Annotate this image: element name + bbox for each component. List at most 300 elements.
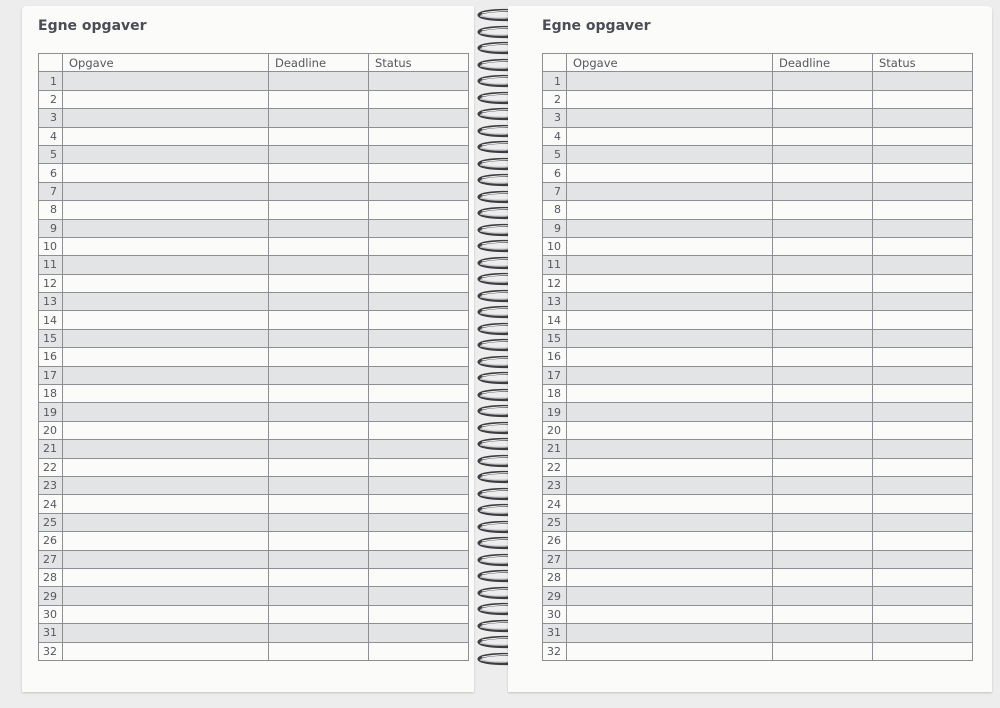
row-number: 27 bbox=[543, 550, 567, 568]
status-cell bbox=[369, 605, 469, 623]
task-cell bbox=[567, 440, 773, 458]
status-cell bbox=[873, 348, 973, 366]
row-number: 14 bbox=[39, 311, 63, 329]
task-cell bbox=[63, 495, 269, 513]
status-cell bbox=[873, 237, 973, 255]
task-cell bbox=[567, 550, 773, 568]
page-title: Egne opgaver bbox=[542, 18, 651, 34]
column-header-number bbox=[543, 54, 567, 72]
task-cell bbox=[63, 421, 269, 439]
task-cell bbox=[567, 109, 773, 127]
deadline-cell bbox=[773, 329, 873, 347]
table-row bbox=[543, 605, 973, 623]
row-number: 3 bbox=[543, 109, 567, 127]
task-cell bbox=[567, 366, 773, 384]
task-cell bbox=[63, 109, 269, 127]
row-number: 8 bbox=[543, 201, 567, 219]
task-cell bbox=[63, 476, 269, 494]
task-cell bbox=[63, 550, 269, 568]
task-cell bbox=[567, 237, 773, 255]
task-cell bbox=[63, 403, 269, 421]
table-row bbox=[543, 642, 973, 660]
table-row bbox=[39, 421, 469, 439]
table-row bbox=[39, 201, 469, 219]
deadline-cell bbox=[269, 550, 369, 568]
deadline-cell bbox=[269, 274, 369, 292]
status-cell bbox=[873, 458, 973, 476]
table-row bbox=[39, 219, 469, 237]
deadline-cell bbox=[773, 476, 873, 494]
row-number: 32 bbox=[39, 642, 63, 660]
task-cell bbox=[63, 256, 269, 274]
table-row bbox=[39, 440, 469, 458]
task-cell bbox=[567, 513, 773, 531]
status-cell bbox=[873, 329, 973, 347]
table-row bbox=[543, 403, 973, 421]
row-number: 9 bbox=[543, 219, 567, 237]
task-cell bbox=[567, 476, 773, 494]
task-cell bbox=[63, 329, 269, 347]
deadline-cell bbox=[269, 495, 369, 513]
row-number: 2 bbox=[543, 90, 567, 108]
status-cell bbox=[873, 256, 973, 274]
status-cell bbox=[873, 476, 973, 494]
deadline-cell bbox=[269, 605, 369, 623]
task-cell bbox=[567, 587, 773, 605]
table-row bbox=[39, 348, 469, 366]
status-cell bbox=[873, 513, 973, 531]
task-cell bbox=[567, 293, 773, 311]
table-row bbox=[39, 237, 469, 255]
deadline-cell bbox=[269, 201, 369, 219]
status-cell bbox=[873, 311, 973, 329]
status-cell bbox=[873, 201, 973, 219]
table-row bbox=[39, 164, 469, 182]
status-cell bbox=[873, 403, 973, 421]
task-cell bbox=[567, 72, 773, 90]
status-cell bbox=[369, 311, 469, 329]
deadline-cell bbox=[269, 624, 369, 642]
deadline-cell bbox=[269, 237, 369, 255]
row-number: 23 bbox=[39, 476, 63, 494]
row-number: 19 bbox=[39, 403, 63, 421]
row-number: 5 bbox=[543, 145, 567, 163]
row-number: 6 bbox=[543, 164, 567, 182]
deadline-cell bbox=[773, 237, 873, 255]
table-row bbox=[543, 421, 973, 439]
row-number: 12 bbox=[543, 274, 567, 292]
status-cell bbox=[369, 219, 469, 237]
task-cell bbox=[63, 440, 269, 458]
status-cell bbox=[873, 532, 973, 550]
table-row bbox=[39, 72, 469, 90]
status-cell bbox=[873, 568, 973, 586]
table-row bbox=[39, 90, 469, 108]
status-cell bbox=[369, 458, 469, 476]
task-cell bbox=[567, 90, 773, 108]
table-row bbox=[543, 237, 973, 255]
deadline-cell bbox=[269, 329, 369, 347]
task-cell bbox=[63, 458, 269, 476]
deadline-cell bbox=[773, 642, 873, 660]
deadline-cell bbox=[269, 458, 369, 476]
column-header-opgave: Opgave bbox=[63, 54, 269, 72]
row-number: 26 bbox=[39, 532, 63, 550]
task-cell bbox=[567, 145, 773, 163]
status-cell bbox=[369, 72, 469, 90]
row-number: 16 bbox=[39, 348, 63, 366]
task-cell bbox=[63, 513, 269, 531]
row-number: 24 bbox=[39, 495, 63, 513]
row-number: 7 bbox=[543, 182, 567, 200]
deadline-cell bbox=[269, 127, 369, 145]
table-row bbox=[543, 366, 973, 384]
row-number: 27 bbox=[39, 550, 63, 568]
task-cell bbox=[567, 568, 773, 586]
status-cell bbox=[369, 274, 469, 292]
row-number: 11 bbox=[39, 256, 63, 274]
deadline-cell bbox=[269, 513, 369, 531]
column-header-deadline: Deadline bbox=[773, 54, 873, 72]
task-cell bbox=[567, 624, 773, 642]
deadline-cell bbox=[269, 182, 369, 200]
table-row bbox=[39, 293, 469, 311]
left-page bbox=[22, 6, 474, 692]
status-cell bbox=[369, 476, 469, 494]
column-header-deadline: Deadline bbox=[269, 54, 369, 72]
task-cell bbox=[567, 311, 773, 329]
row-number: 21 bbox=[39, 440, 63, 458]
deadline-cell bbox=[773, 403, 873, 421]
status-cell bbox=[369, 366, 469, 384]
column-header-status: Status bbox=[873, 54, 973, 72]
status-cell bbox=[369, 587, 469, 605]
status-cell bbox=[873, 182, 973, 200]
task-cell bbox=[567, 201, 773, 219]
row-number: 10 bbox=[543, 237, 567, 255]
deadline-cell bbox=[773, 605, 873, 623]
task-cell bbox=[63, 348, 269, 366]
deadline-cell bbox=[773, 532, 873, 550]
row-number: 17 bbox=[39, 366, 63, 384]
status-cell bbox=[369, 145, 469, 163]
table-row bbox=[39, 366, 469, 384]
deadline-cell bbox=[773, 458, 873, 476]
status-cell bbox=[369, 293, 469, 311]
row-number: 15 bbox=[39, 329, 63, 347]
status-cell bbox=[369, 90, 469, 108]
table-row bbox=[543, 513, 973, 531]
deadline-cell bbox=[773, 201, 873, 219]
deadline-cell bbox=[269, 145, 369, 163]
status-cell bbox=[369, 550, 469, 568]
row-number: 26 bbox=[543, 532, 567, 550]
row-number: 32 bbox=[543, 642, 567, 660]
task-cell bbox=[567, 421, 773, 439]
table-row bbox=[543, 145, 973, 163]
row-number: 25 bbox=[543, 513, 567, 531]
status-cell bbox=[369, 532, 469, 550]
task-cell bbox=[63, 201, 269, 219]
status-cell bbox=[369, 127, 469, 145]
deadline-cell bbox=[269, 219, 369, 237]
deadline-cell bbox=[773, 385, 873, 403]
table-row bbox=[39, 532, 469, 550]
task-cell bbox=[567, 127, 773, 145]
status-cell bbox=[369, 109, 469, 127]
table-row bbox=[39, 274, 469, 292]
table-row bbox=[39, 403, 469, 421]
deadline-cell bbox=[773, 72, 873, 90]
table-row bbox=[543, 550, 973, 568]
table-row bbox=[39, 495, 469, 513]
deadline-cell bbox=[773, 90, 873, 108]
task-cell bbox=[567, 329, 773, 347]
status-cell bbox=[369, 513, 469, 531]
row-number: 29 bbox=[39, 587, 63, 605]
task-cell bbox=[567, 403, 773, 421]
status-cell bbox=[873, 274, 973, 292]
status-cell bbox=[873, 587, 973, 605]
status-cell bbox=[873, 495, 973, 513]
deadline-cell bbox=[773, 274, 873, 292]
deadline-cell bbox=[773, 164, 873, 182]
status-cell bbox=[873, 440, 973, 458]
status-cell bbox=[873, 366, 973, 384]
row-number: 24 bbox=[543, 495, 567, 513]
status-cell bbox=[873, 90, 973, 108]
row-number: 25 bbox=[39, 513, 63, 531]
task-cell bbox=[63, 605, 269, 623]
table-row bbox=[543, 311, 973, 329]
task-cell bbox=[63, 532, 269, 550]
row-number: 1 bbox=[543, 72, 567, 90]
table-row bbox=[543, 624, 973, 642]
row-number: 23 bbox=[543, 476, 567, 494]
right-page bbox=[508, 6, 992, 692]
table-row bbox=[543, 293, 973, 311]
table-row bbox=[543, 164, 973, 182]
table-row bbox=[39, 145, 469, 163]
row-number: 14 bbox=[543, 311, 567, 329]
table-row bbox=[543, 532, 973, 550]
table-row bbox=[543, 201, 973, 219]
table-row bbox=[39, 458, 469, 476]
table-row bbox=[543, 587, 973, 605]
deadline-cell bbox=[773, 495, 873, 513]
deadline-cell bbox=[269, 348, 369, 366]
row-number: 30 bbox=[39, 605, 63, 623]
status-cell bbox=[369, 421, 469, 439]
status-cell bbox=[873, 385, 973, 403]
header-row bbox=[39, 54, 469, 72]
table-row bbox=[543, 568, 973, 586]
status-cell bbox=[369, 385, 469, 403]
row-number: 28 bbox=[39, 568, 63, 586]
deadline-cell bbox=[773, 348, 873, 366]
row-number: 1 bbox=[39, 72, 63, 90]
deadline-cell bbox=[269, 90, 369, 108]
status-cell bbox=[369, 237, 469, 255]
deadline-cell bbox=[269, 440, 369, 458]
task-cell bbox=[63, 568, 269, 586]
status-cell bbox=[369, 201, 469, 219]
table-row bbox=[543, 440, 973, 458]
column-header-opgave: Opgave bbox=[567, 54, 773, 72]
status-cell bbox=[873, 127, 973, 145]
row-number: 6 bbox=[39, 164, 63, 182]
deadline-cell bbox=[269, 256, 369, 274]
deadline-cell bbox=[773, 366, 873, 384]
table-row bbox=[39, 385, 469, 403]
row-number: 4 bbox=[39, 127, 63, 145]
task-cell bbox=[63, 642, 269, 660]
deadline-cell bbox=[773, 182, 873, 200]
table-row bbox=[543, 182, 973, 200]
task-cell bbox=[567, 532, 773, 550]
status-cell bbox=[873, 550, 973, 568]
row-number: 7 bbox=[39, 182, 63, 200]
task-cell bbox=[63, 90, 269, 108]
deadline-cell bbox=[269, 642, 369, 660]
row-number: 2 bbox=[39, 90, 63, 108]
table-row bbox=[543, 109, 973, 127]
deadline-cell bbox=[773, 513, 873, 531]
deadline-cell bbox=[269, 403, 369, 421]
task-cell bbox=[63, 385, 269, 403]
deadline-cell bbox=[773, 256, 873, 274]
page-title: Egne opgaver bbox=[38, 18, 147, 34]
row-number: 22 bbox=[39, 458, 63, 476]
task-cell bbox=[63, 237, 269, 255]
deadline-cell bbox=[269, 385, 369, 403]
deadline-cell bbox=[269, 587, 369, 605]
deadline-cell bbox=[773, 127, 873, 145]
status-cell bbox=[873, 293, 973, 311]
status-cell bbox=[873, 421, 973, 439]
status-cell bbox=[369, 329, 469, 347]
deadline-cell bbox=[773, 421, 873, 439]
deadline-cell bbox=[773, 145, 873, 163]
task-cell bbox=[63, 182, 269, 200]
status-cell bbox=[873, 219, 973, 237]
table-row bbox=[543, 476, 973, 494]
status-cell bbox=[873, 642, 973, 660]
status-cell bbox=[873, 605, 973, 623]
deadline-cell bbox=[269, 366, 369, 384]
task-cell bbox=[63, 311, 269, 329]
table-row bbox=[543, 219, 973, 237]
task-table bbox=[542, 53, 973, 661]
task-cell bbox=[567, 164, 773, 182]
row-number: 20 bbox=[543, 421, 567, 439]
row-number: 31 bbox=[543, 624, 567, 642]
column-header-number bbox=[39, 54, 63, 72]
status-cell bbox=[369, 642, 469, 660]
task-cell bbox=[63, 293, 269, 311]
row-number: 18 bbox=[543, 385, 567, 403]
status-cell bbox=[873, 624, 973, 642]
table-row bbox=[543, 127, 973, 145]
status-cell bbox=[873, 145, 973, 163]
status-cell bbox=[369, 568, 469, 586]
table-row bbox=[39, 624, 469, 642]
status-cell bbox=[369, 624, 469, 642]
row-number: 9 bbox=[39, 219, 63, 237]
deadline-cell bbox=[269, 421, 369, 439]
task-cell bbox=[63, 72, 269, 90]
task-cell bbox=[567, 219, 773, 237]
deadline-cell bbox=[773, 293, 873, 311]
table-row bbox=[39, 127, 469, 145]
status-cell bbox=[369, 182, 469, 200]
table-row bbox=[543, 495, 973, 513]
row-number: 30 bbox=[543, 605, 567, 623]
row-number: 4 bbox=[543, 127, 567, 145]
deadline-cell bbox=[773, 624, 873, 642]
deadline-cell bbox=[773, 587, 873, 605]
table-row bbox=[39, 513, 469, 531]
table-row bbox=[543, 256, 973, 274]
task-cell bbox=[63, 274, 269, 292]
deadline-cell bbox=[269, 164, 369, 182]
task-cell bbox=[567, 495, 773, 513]
table-row bbox=[543, 458, 973, 476]
header-row bbox=[543, 54, 973, 72]
deadline-cell bbox=[269, 311, 369, 329]
deadline-cell bbox=[773, 109, 873, 127]
status-cell bbox=[873, 109, 973, 127]
task-cell bbox=[567, 348, 773, 366]
deadline-cell bbox=[773, 568, 873, 586]
table-row bbox=[543, 274, 973, 292]
table-row bbox=[39, 605, 469, 623]
deadline-cell bbox=[269, 293, 369, 311]
table-row bbox=[543, 385, 973, 403]
table-row bbox=[39, 182, 469, 200]
status-cell bbox=[369, 440, 469, 458]
status-cell bbox=[873, 164, 973, 182]
table-row bbox=[39, 568, 469, 586]
task-cell bbox=[567, 274, 773, 292]
table-row bbox=[39, 476, 469, 494]
table-row bbox=[39, 256, 469, 274]
row-number: 31 bbox=[39, 624, 63, 642]
table-row bbox=[39, 109, 469, 127]
column-header-status: Status bbox=[369, 54, 469, 72]
row-number: 19 bbox=[543, 403, 567, 421]
table-row bbox=[39, 550, 469, 568]
deadline-cell bbox=[773, 311, 873, 329]
deadline-cell bbox=[773, 550, 873, 568]
status-cell bbox=[369, 495, 469, 513]
deadline-cell bbox=[269, 476, 369, 494]
task-cell bbox=[567, 642, 773, 660]
status-cell bbox=[369, 256, 469, 274]
status-cell bbox=[873, 72, 973, 90]
row-number: 18 bbox=[39, 385, 63, 403]
row-number: 20 bbox=[39, 421, 63, 439]
table-row bbox=[39, 329, 469, 347]
task-cell bbox=[63, 587, 269, 605]
table-row bbox=[39, 587, 469, 605]
table-row bbox=[543, 72, 973, 90]
deadline-cell bbox=[269, 532, 369, 550]
row-number: 15 bbox=[543, 329, 567, 347]
table-row bbox=[543, 348, 973, 366]
row-number: 13 bbox=[543, 293, 567, 311]
task-cell bbox=[567, 256, 773, 274]
